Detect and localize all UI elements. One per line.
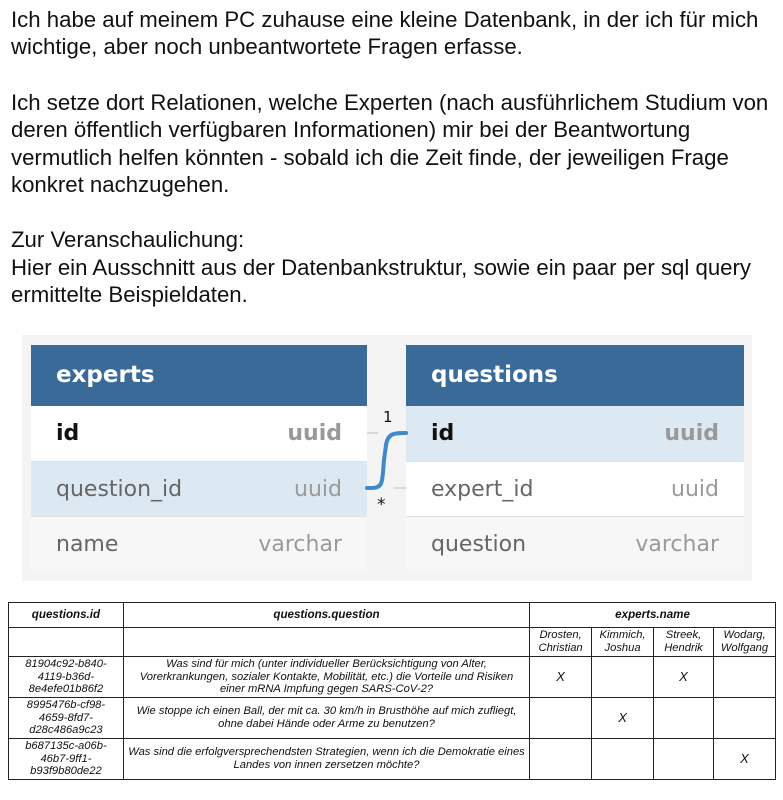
relation-mark: X xyxy=(530,657,592,698)
intro-paragraph-1: Ich habe auf meinem PC zuhause eine kleine Datenbank, in der ich für mich wichtige, aber noch unbeantwortete Fragen erfasse. xyxy=(11,7,759,60)
field-type: uuid xyxy=(287,421,342,446)
expert-name-cell: Wodarg, Wolfgang xyxy=(713,628,775,657)
relation-mark xyxy=(592,739,654,780)
sample-data-table xyxy=(8,602,776,780)
question-id-cell: 8995476b-cf98- 4659-8fd7- d28c486a9c23 xyxy=(9,698,124,739)
intro-text xyxy=(11,6,776,309)
field-type: varchar xyxy=(635,531,719,557)
intro-line-excerpt: Hier ein Ausschnitt aus der Datenbankstruktur, sowie ein paar per sql query ermittelte Beispieldaten. xyxy=(11,254,751,308)
table-header-row xyxy=(9,603,776,628)
question-text-cell: Was sind die erfolgversprechendsten Strategien, wenn ich die Demokratie eines Landes von innen zersetzen möchte? xyxy=(123,739,529,780)
entity-experts-title: experts xyxy=(31,345,367,406)
relation-mark xyxy=(654,739,714,780)
intro-line-illustration: Zur Veranschaulichung: xyxy=(11,227,245,253)
expert-name-cell: Streek, Hendrik xyxy=(654,628,714,657)
relation-mark: X xyxy=(713,739,775,780)
entity-questions-title: questions xyxy=(406,345,744,406)
cardinality-many: * xyxy=(377,495,386,515)
field-name: expert_id xyxy=(431,476,534,502)
field-type: varchar xyxy=(258,531,342,557)
expert-name-cell: Kimmich, Joshua xyxy=(592,628,654,657)
relation-mark xyxy=(713,657,775,698)
question-text-cell: Was sind für mich (unter individueller Berücksichtigung von Alter, Vorerkrankungen, sozialer Kontakte, Mobilität, etc.) die Vorteile und Risiken einer mRNA Impfung gegen SARS-CoV-2? xyxy=(123,657,529,698)
header-questions-question: questions.question xyxy=(123,603,529,628)
field-name: question_id xyxy=(56,476,183,502)
field-type: uuid xyxy=(294,476,342,502)
field-name: question xyxy=(431,531,527,557)
cardinality-one: 1 xyxy=(383,408,393,426)
intro-paragraph-3 xyxy=(11,226,776,308)
question-id-cell: b687135c-a06b- 46b7-9ff1- b93f9b80de22 xyxy=(9,739,124,780)
table-row xyxy=(9,698,776,739)
empty-cell xyxy=(9,628,124,657)
erd-diagram xyxy=(22,335,752,581)
field-name: id xyxy=(431,421,455,446)
relation-mark xyxy=(592,657,654,698)
field-name: name xyxy=(56,531,119,557)
question-id-cell: 81904c92-b840- 4119-b36d- 8e4efe01b86f2 xyxy=(9,657,124,698)
relation-mark: X xyxy=(592,698,654,739)
field-name: id xyxy=(56,421,80,446)
header-questions-id: questions.id xyxy=(9,603,124,628)
table-row xyxy=(9,657,776,698)
field-type: uuid xyxy=(664,421,719,446)
expert-name-cell: Drosten, Christian xyxy=(530,628,592,657)
question-text-cell: Wie stoppe ich einen Ball, der mit ca. 30 km/h in Brusthöhe auf mich zufliegt, ohne dabei Hände oder Arme zu benutzen? xyxy=(123,698,529,739)
relation-mark xyxy=(713,698,775,739)
relation-mark xyxy=(654,698,714,739)
intro-paragraph-2: Ich setze dort Relationen, welche Experten (nach ausführlichem Studium von deren öffentlich verfügbaren Informationen) mir bei der Beantwortung vermutlich helfen könnten - sobald ich die Zeit finde, der jeweiligen Frage konkret nachzugehen. xyxy=(11,89,769,198)
relation-connector xyxy=(22,335,752,581)
empty-cell xyxy=(123,628,529,657)
table-row xyxy=(9,739,776,780)
header-experts-name: experts.name xyxy=(530,603,776,628)
relation-mark xyxy=(530,698,592,739)
field-type: uuid xyxy=(671,476,719,502)
relation-mark xyxy=(530,739,592,780)
relation-mark: X xyxy=(654,657,714,698)
table-expert-names-row xyxy=(9,628,776,657)
relation-line xyxy=(367,433,406,488)
